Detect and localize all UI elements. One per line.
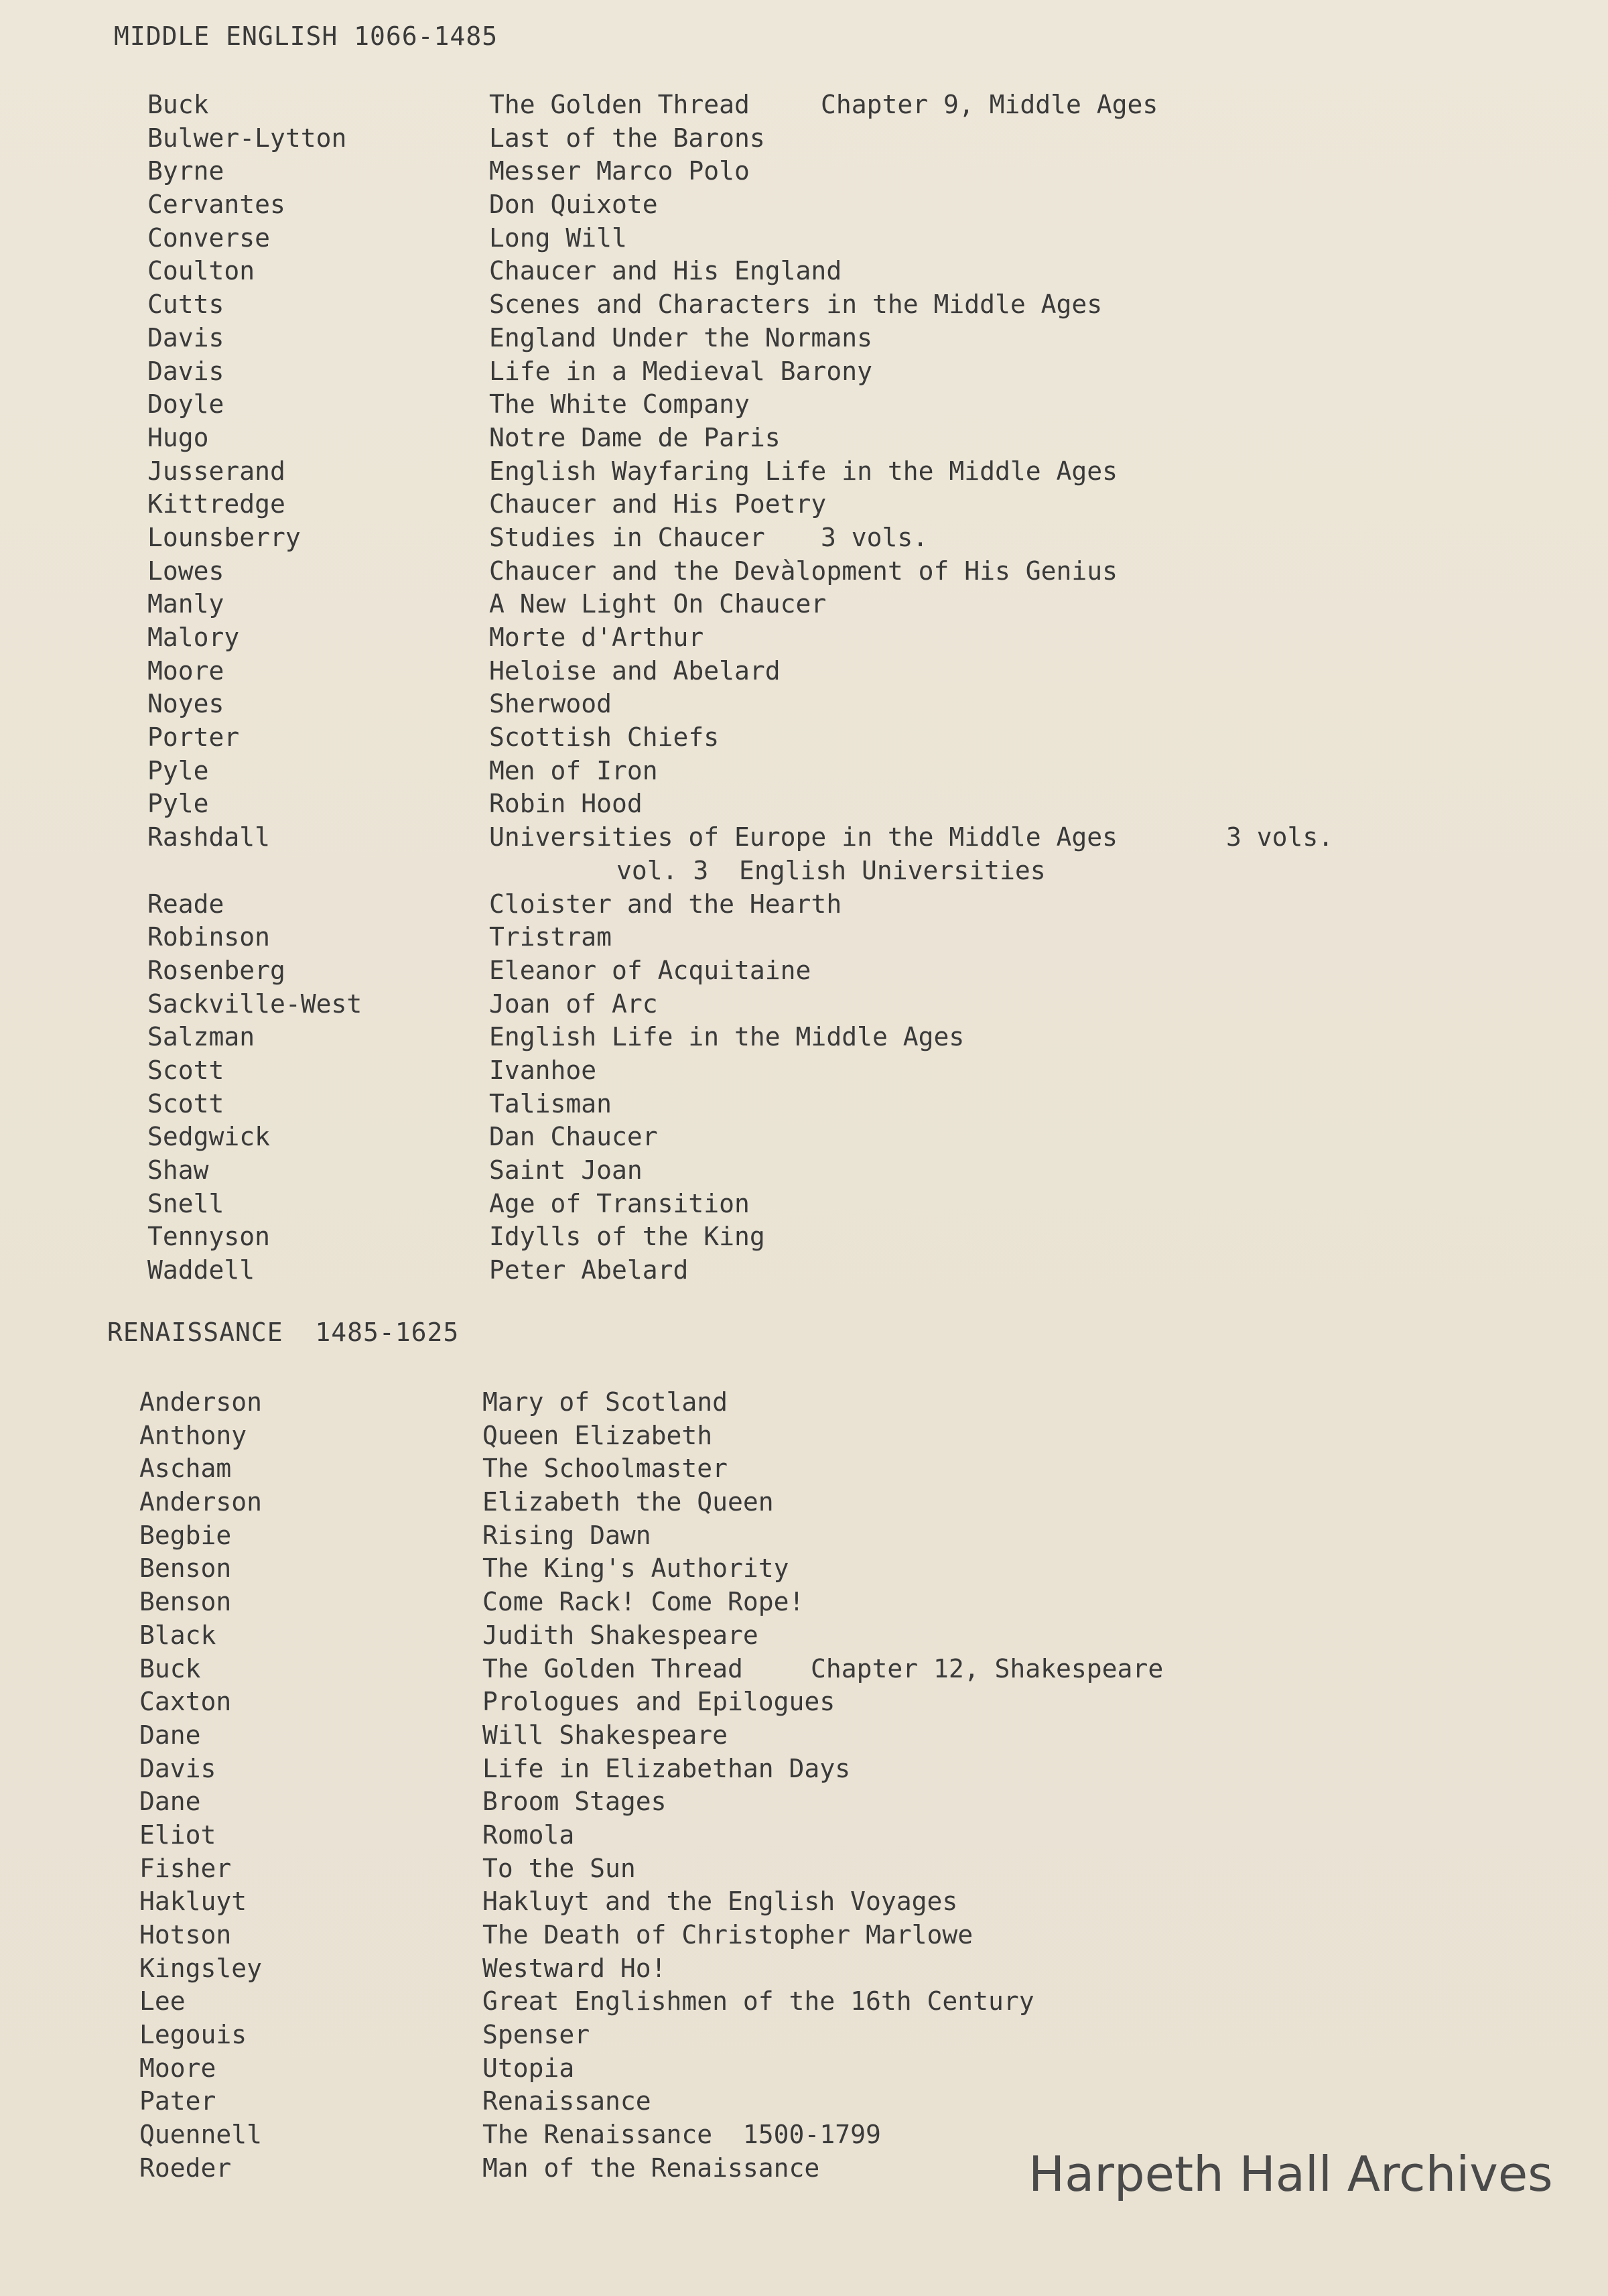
author-name: Manly bbox=[147, 589, 224, 619]
book-title: Joan of Arc bbox=[489, 988, 658, 1019]
list-item bbox=[0, 721, 1608, 755]
archive-watermark: Harpeth Hall Archives bbox=[1028, 2146, 1553, 2202]
list-item bbox=[0, 1154, 1608, 1188]
list-item bbox=[0, 1752, 1608, 1786]
book-title: Scenes and Characters in the Middle Ages bbox=[489, 290, 1103, 320]
list-item bbox=[0, 521, 1608, 555]
author-name: Hakluyt bbox=[139, 1887, 247, 1917]
list-item bbox=[0, 2052, 1608, 2086]
book-title: Saint Joan bbox=[489, 1155, 643, 1185]
book-title: The Renaissance 1500-1799 bbox=[482, 2120, 881, 2150]
author-name: Bulwer-Lytton bbox=[147, 123, 347, 153]
author-name: Moore bbox=[147, 655, 224, 686]
list-item bbox=[0, 1419, 1608, 1453]
list-item bbox=[0, 821, 1608, 854]
book-title: Rising Dawn bbox=[482, 1520, 651, 1550]
list-item bbox=[0, 755, 1608, 788]
book-title: Sherwood bbox=[489, 689, 612, 719]
book-title: Will Shakespeare bbox=[482, 1720, 728, 1750]
list-item bbox=[0, 388, 1608, 422]
list-item bbox=[0, 1021, 1608, 1054]
author-name: Pater bbox=[139, 2086, 216, 2116]
author-name: Lowes bbox=[147, 556, 224, 586]
book-title: The Golden Thread bbox=[482, 1653, 743, 1683]
list-item bbox=[0, 255, 1608, 288]
author-name: Fisher bbox=[139, 1853, 232, 1883]
book-title: Don Quixote bbox=[489, 190, 658, 220]
list-item bbox=[0, 322, 1608, 355]
author-name: Shaw bbox=[147, 1155, 209, 1185]
author-name: Converse bbox=[147, 222, 271, 253]
list-item bbox=[0, 1254, 1608, 1287]
book-title: Hakluyt and the English Voyages bbox=[482, 1887, 958, 1917]
author-name: Kittredge bbox=[147, 489, 285, 519]
author-name: Hotson bbox=[139, 1920, 232, 1950]
book-title: Age of Transition bbox=[489, 1188, 750, 1218]
list-item bbox=[0, 355, 1608, 389]
author-name: Kingsley bbox=[139, 1953, 263, 1983]
author-name: Eliot bbox=[139, 1820, 216, 1850]
book-title: Come Rack! Come Rope! bbox=[482, 1587, 805, 1617]
book-title: The King's Authority bbox=[482, 1553, 789, 1584]
list-item bbox=[0, 2019, 1608, 2052]
author-name: Waddell bbox=[147, 1255, 255, 1285]
author-name: Roeder bbox=[139, 2153, 232, 2183]
author-name: Jusserand bbox=[147, 456, 285, 486]
author-name: Salzman bbox=[147, 1022, 255, 1052]
book-title: Messer Marco Polo bbox=[489, 156, 750, 186]
list-item bbox=[0, 222, 1608, 255]
book-title: Universities of Europe in the Middle Ages bbox=[489, 822, 1118, 852]
book-title: Notre Dame de Paris bbox=[489, 422, 781, 452]
book-title: Eleanor of Acquitaine bbox=[489, 955, 811, 985]
entry-list-renaissance bbox=[0, 1386, 1608, 2185]
author-name: Caxton bbox=[139, 1687, 232, 1717]
list-item bbox=[0, 1819, 1608, 1852]
book-title: Broom Stages bbox=[482, 1787, 667, 1817]
list-item bbox=[0, 455, 1608, 489]
book-title: Dan Chaucer bbox=[489, 1122, 658, 1152]
author-name: Robinson bbox=[147, 922, 271, 952]
list-item bbox=[0, 1586, 1608, 1619]
book-title: Westward Ho! bbox=[482, 1953, 667, 1983]
list-item bbox=[0, 954, 1608, 988]
book-title: Heloise and Abelard bbox=[489, 655, 781, 686]
book-title: Talisman bbox=[489, 1088, 612, 1119]
entry-note: 3 vols. bbox=[821, 522, 929, 552]
author-name: Buck bbox=[139, 1653, 201, 1683]
book-title: English Wayfaring Life in the Middle Ages bbox=[489, 456, 1118, 486]
book-title: Great Englishmen of the 16th Century bbox=[482, 1986, 1034, 2017]
section-heading-renaissance: RENAISSANCE 1485-1625 bbox=[107, 1318, 460, 1347]
author-name: Coulton bbox=[147, 256, 255, 286]
author-name: Rashdall bbox=[147, 822, 271, 852]
book-title: Mary of Scotland bbox=[482, 1387, 728, 1417]
list-item bbox=[0, 1088, 1608, 1121]
book-title: Man of the Renaissance bbox=[482, 2153, 820, 2183]
book-title: The Schoolmaster bbox=[482, 1454, 728, 1484]
book-title: Morte d'Arthur bbox=[489, 623, 704, 652]
book-title: England Under the Normans bbox=[489, 322, 872, 353]
book-title: Romola bbox=[482, 1820, 575, 1850]
book-title: Scottish Chiefs bbox=[489, 722, 720, 753]
list-item bbox=[0, 1985, 1608, 2019]
author-name: Reade bbox=[147, 889, 224, 919]
author-name: Davis bbox=[147, 356, 224, 386]
list-item bbox=[0, 1486, 1608, 1519]
book-title: Life in a Medieval Barony bbox=[489, 356, 872, 386]
author-name: Scott bbox=[147, 1088, 224, 1119]
entry-note: Chapter 9, Middle Ages bbox=[821, 90, 1158, 119]
list-item bbox=[0, 1121, 1608, 1154]
book-title: Cloister and the Hearth bbox=[489, 889, 842, 919]
book-title: Chaucer and His England bbox=[489, 256, 842, 286]
author-name: Davis bbox=[147, 322, 224, 353]
list-item bbox=[0, 888, 1608, 921]
book-title: Life in Elizabethan Days bbox=[482, 1753, 851, 1783]
author-name: Moore bbox=[139, 2053, 216, 2083]
entry-volumes: 3 vols. bbox=[1226, 822, 1334, 852]
book-title: Last of the Barons bbox=[489, 123, 765, 153]
author-name: Dane bbox=[139, 1720, 201, 1750]
author-name: Legouis bbox=[139, 2020, 247, 2050]
list-item bbox=[0, 688, 1608, 721]
book-title: Men of Iron bbox=[489, 755, 658, 785]
book-title: Tristram bbox=[489, 922, 612, 952]
list-item bbox=[0, 1452, 1608, 1486]
author-name: Pyle bbox=[147, 789, 209, 819]
list-item bbox=[0, 588, 1608, 621]
list-item bbox=[0, 1653, 1608, 1686]
book-title: Idylls of the King bbox=[489, 1222, 765, 1252]
author-name: Doyle bbox=[147, 389, 224, 420]
list-item bbox=[0, 288, 1608, 322]
book-title: Studies in Chaucer bbox=[489, 522, 765, 552]
list-item bbox=[0, 2085, 1608, 2118]
book-title: Peter Abelard bbox=[489, 1255, 689, 1285]
list-item bbox=[0, 1386, 1608, 1419]
author-name: Rosenberg bbox=[147, 955, 285, 985]
book-title: Robin Hood bbox=[489, 789, 643, 819]
book-title: Prologues and Epilogues bbox=[482, 1687, 835, 1717]
book-title: The Death of Christopher Marlowe bbox=[482, 1920, 974, 1950]
author-name: Noyes bbox=[147, 689, 224, 719]
author-name: Cervantes bbox=[147, 190, 285, 220]
author-name: Sedgwick bbox=[147, 1122, 271, 1152]
author-name: Lee bbox=[139, 1986, 186, 2017]
author-name: Anthony bbox=[139, 1420, 247, 1450]
author-name: Benson bbox=[139, 1587, 232, 1617]
book-title: Spenser bbox=[482, 2020, 590, 2050]
list-item bbox=[0, 1719, 1608, 1752]
author-name: Scott bbox=[147, 1055, 224, 1085]
book-title: A New Light On Chaucer bbox=[489, 589, 827, 619]
author-name: Anderson bbox=[139, 1487, 263, 1517]
list-item bbox=[0, 1685, 1608, 1719]
list-item bbox=[0, 1852, 1608, 1886]
list-item bbox=[0, 422, 1608, 455]
author-name: Begbie bbox=[139, 1520, 232, 1550]
book-title: Judith Shakespeare bbox=[482, 1620, 758, 1650]
list-item bbox=[0, 155, 1608, 188]
list-item bbox=[0, 555, 1608, 588]
author-name: Black bbox=[139, 1620, 216, 1650]
author-name: Davis bbox=[139, 1753, 216, 1783]
book-title: Chaucer and His Poetry bbox=[489, 489, 827, 519]
list-item bbox=[0, 1220, 1608, 1254]
book-title: Utopia bbox=[482, 2053, 575, 2083]
author-name: Sackville-West bbox=[147, 988, 362, 1019]
list-item bbox=[0, 1885, 1608, 1919]
book-title: To the Sun bbox=[482, 1853, 636, 1883]
book-title: Ivanhoe bbox=[489, 1055, 597, 1085]
book-title: The Golden Thread bbox=[489, 90, 750, 119]
book-title: Long Will bbox=[489, 222, 627, 253]
book-title: English Life in the Middle Ages bbox=[489, 1022, 965, 1052]
author-name: Hugo bbox=[147, 422, 209, 452]
author-name: Anderson bbox=[139, 1387, 263, 1417]
list-item bbox=[0, 88, 1608, 122]
author-name: Dane bbox=[139, 1787, 201, 1817]
list-item bbox=[0, 1619, 1608, 1653]
author-name: Benson bbox=[139, 1553, 232, 1584]
author-name: Pyle bbox=[147, 755, 209, 785]
list-item bbox=[0, 122, 1608, 155]
author-name: Tennyson bbox=[147, 1222, 271, 1252]
list-item bbox=[0, 1188, 1608, 1221]
list-item bbox=[0, 1054, 1608, 1088]
book-title: The White Company bbox=[489, 389, 750, 420]
list-item bbox=[0, 621, 1608, 655]
book-title: Queen Elizabeth bbox=[482, 1420, 713, 1450]
list-item bbox=[0, 1952, 1608, 1986]
author-name: Snell bbox=[147, 1188, 224, 1218]
list-item bbox=[0, 921, 1608, 954]
list-item bbox=[0, 488, 1608, 521]
book-title: Chaucer and the Devàlopment of His Genius bbox=[489, 556, 1118, 586]
book-title: Renaissance bbox=[482, 2086, 651, 2116]
list-item bbox=[0, 988, 1608, 1021]
list-item bbox=[0, 655, 1608, 688]
author-name: Malory bbox=[147, 623, 240, 652]
list-item bbox=[0, 1919, 1608, 1952]
entry-continuation: vol. 3 English Universities bbox=[616, 855, 1046, 885]
entry-note: Chapter 12, Shakespeare bbox=[811, 1653, 1164, 1683]
list-item bbox=[0, 1552, 1608, 1586]
list-item bbox=[0, 787, 1608, 821]
book-title: Elizabeth the Queen bbox=[482, 1487, 774, 1517]
author-name: Lounsberry bbox=[147, 522, 301, 552]
author-name: Ascham bbox=[139, 1454, 232, 1484]
section-heading-middle-english: MIDDLE ENGLISH 1066-1485 bbox=[114, 21, 498, 51]
entry-list-middle-english bbox=[0, 88, 1608, 1287]
author-name: Buck bbox=[147, 90, 209, 119]
author-name: Cutts bbox=[147, 290, 224, 320]
list-item bbox=[0, 1785, 1608, 1819]
list-item-continuation bbox=[0, 854, 1608, 888]
list-item bbox=[0, 188, 1608, 222]
author-name: Porter bbox=[147, 722, 240, 753]
author-name: Byrne bbox=[147, 156, 224, 186]
author-name: Quennell bbox=[139, 2120, 263, 2150]
list-item bbox=[0, 1519, 1608, 1553]
